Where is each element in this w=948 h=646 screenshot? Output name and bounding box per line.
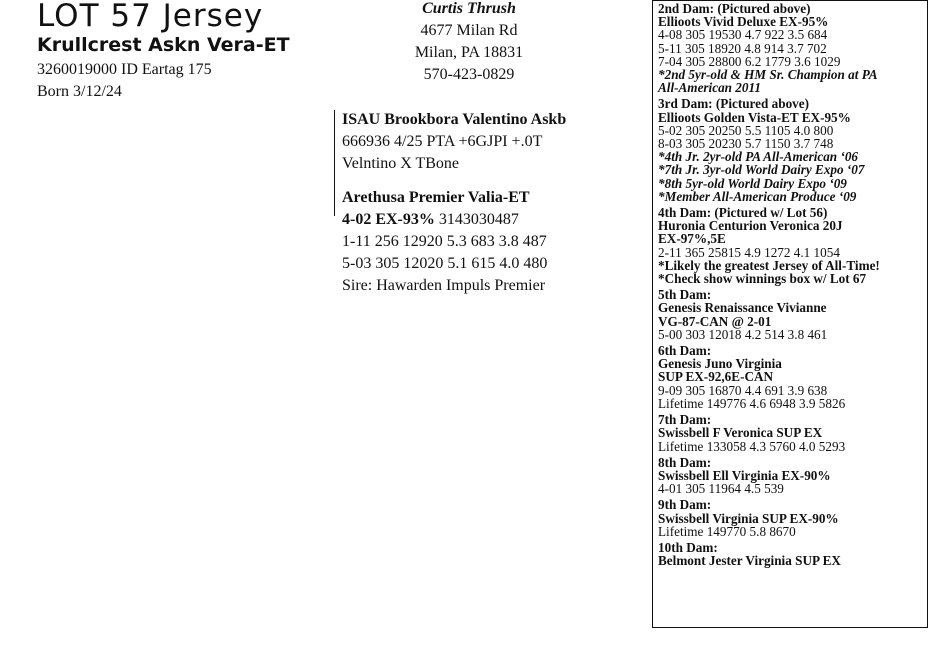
pedigree-line: SUP EX-92,6E-CAN	[658, 369, 774, 385]
pedigree-line: All-American 2011	[658, 80, 761, 96]
consignor-address-2: Milan, PA 18831	[414, 44, 524, 61]
birth-date: Born 3/12/24	[37, 83, 122, 100]
pedigree-line: 9-09 305 16870 4.4 691 3.9 638	[658, 382, 828, 398]
dam-sire: Sire: Hawarden Impuls Premier	[342, 277, 546, 294]
pedigree-line: Ellioots Vivid Deluxe EX-95%	[658, 14, 829, 30]
pedigree-line: Lifetime 149776 4.6 6948 3.9 5826	[658, 395, 846, 411]
registration-line: 3260019000 ID Eartag 175	[37, 61, 212, 78]
consignor-phone: 570-423-0829	[423, 66, 515, 83]
pedigree-line: 4-01 305 11964 4.5 539	[658, 481, 784, 497]
dam-score: 4-02 EX-93%	[342, 211, 435, 228]
pedigree-line: 5-02 305 20250 5.5 1105 4.0 800	[658, 122, 834, 138]
pedigree-dam-7	[658, 413, 923, 453]
pedigree-line: *7th Jr. 3yr-old World Dairy Expo ‘07	[658, 162, 865, 178]
pedigree-line: 4-08 305 19530 4.7 922 3.5 684	[658, 27, 828, 43]
dam-record-2: 5-03 305 12020 5.1 615 4.0 480	[342, 255, 548, 272]
pedigree-dam-9	[658, 498, 923, 538]
pedigree-line: *8th 5yr-old World Dairy Expo ‘09	[658, 175, 847, 191]
pedigree-dam-2	[658, 2, 923, 94]
pedigree-line: 2-11 365 25815 4.9 1272 4.1 1054	[658, 244, 840, 260]
pedigree-line: 10th Dam:	[658, 539, 718, 555]
pedigree-dam-4	[658, 206, 923, 285]
pedigree-line: Swissbell F Veronica SUP EX	[658, 425, 823, 441]
dam-name: Arethusa Premier Valia-ET	[342, 189, 530, 206]
pedigree-line: Ellioots Golden Vista-ET EX-95%	[658, 109, 851, 125]
pedigree-line: 9th Dam:	[658, 497, 712, 513]
consignor-block	[360, 0, 578, 86]
consignor-address-1: 4677 Milan Rd	[420, 22, 518, 39]
pedigree-line: VG-87-CAN @ 2-01	[658, 313, 772, 329]
dam-reg: 3143030487	[434, 211, 519, 228]
consignor-name: Curtis Thrush	[422, 0, 516, 17]
pedigree-line: 7th Dam:	[658, 412, 712, 428]
pedigree-line: 4th Dam: (Pictured w/ Lot 56)	[658, 205, 828, 221]
pedigree-box	[652, 0, 928, 628]
pedigree-line: 3rd Dam: (Pictured above)	[658, 96, 810, 112]
sire-info: 666936 4/25 PTA +6GJPI +.0T	[342, 133, 543, 150]
pedigree-line: 5th Dam:	[658, 287, 712, 303]
sire-pedigree: Velntino X TBone	[342, 155, 460, 172]
pedigree-line: *Likely the greatest Jersey of All-Time!	[658, 257, 880, 273]
pedigree-dam-3	[658, 97, 923, 203]
pedigree-line: Genesis Renaissance Vivianne	[658, 300, 827, 316]
pedigree-dam-5	[658, 288, 923, 341]
pedigree-line: 5-00 303 12018 4.2 514 3.8 461	[658, 326, 828, 342]
pedigree-line: EX-97%,5E	[658, 231, 726, 247]
pedigree-line: *2nd 5yr-old & HM Sr. Champion at PA	[658, 67, 878, 83]
pedigree-line: Swissbell Ell Virginia EX-90%	[658, 467, 831, 483]
pedigree-line: 6th Dam:	[658, 343, 712, 359]
pedigree-line: *Check show winnings box w/ Lot 67	[658, 271, 867, 287]
sire-name: ISAU Brookbora Valentino Askb	[342, 111, 567, 128]
pedigree-line: *Member All-American Produce ‘09	[658, 188, 857, 204]
pedigree-line: 7-04 305 28800 6.2 1779 3.6 1029	[658, 53, 841, 69]
pedigree-line: Belmont Jester Virginia SUP EX	[658, 553, 841, 569]
pedigree-line: *4th Jr. 2yr-old PA All-American ‘06	[658, 149, 859, 165]
pedigree-dam-6	[658, 344, 923, 410]
lot-heading: LOT 57 Jersey	[37, 0, 264, 34]
pedigree-line: 2nd Dam: (Pictured above)	[658, 1, 811, 16]
pedigree-line: Lifetime 133058 4.3 5760 4.0 5293	[658, 438, 846, 454]
dam-record-1: 1-11 256 12920 5.3 683 3.8 487	[342, 233, 547, 250]
sire-dam-block	[342, 109, 566, 297]
pedigree-line: Lifetime 149770 5.8 8670	[658, 523, 796, 539]
pedigree-line: 8th Dam:	[658, 454, 712, 470]
pedigree-line: Huronia Centurion Veronica 20J	[658, 218, 843, 234]
animal-name: Krullcrest Askn Vera-ET	[37, 34, 290, 56]
pedigree-line: Genesis Juno Virginia	[658, 356, 782, 372]
pedigree-line: Swissbell Virginia SUP EX-90%	[658, 510, 839, 526]
pedigree-dam-8	[658, 456, 923, 496]
pedigree-line: 5-11 305 18920 4.8 914 3.7 702	[658, 40, 827, 56]
pedigree-line: 8-03 305 20230 5.7 1150 3.7 748	[658, 136, 834, 152]
pedigree-dam-10	[658, 541, 923, 567]
dam-score-line	[342, 209, 566, 231]
